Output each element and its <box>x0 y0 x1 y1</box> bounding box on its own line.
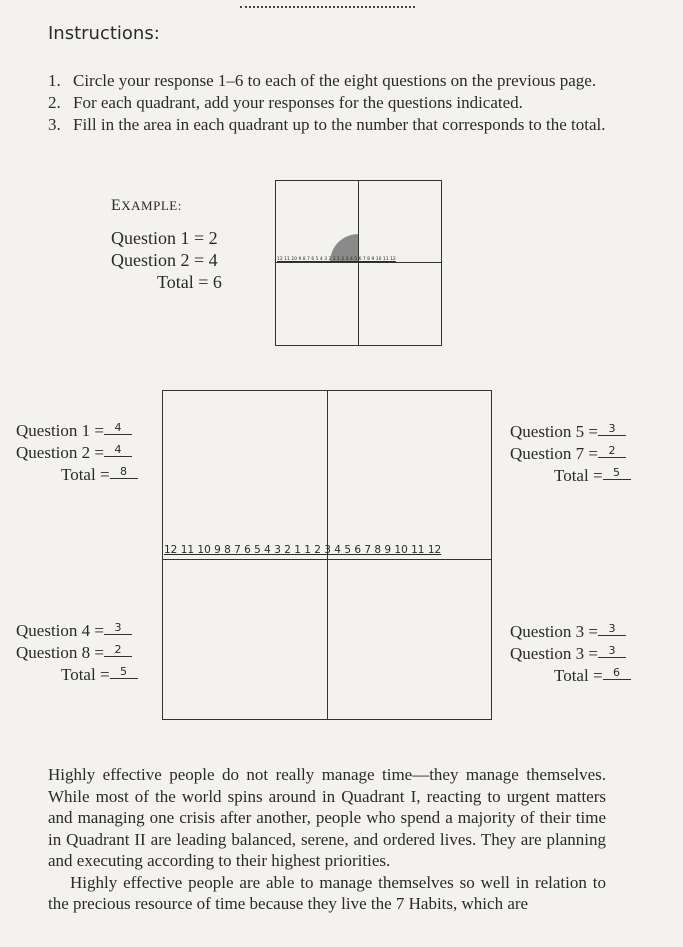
paragraph: Highly effective people do not really manage time—they manage themselves. While most of the world spins around in Quadrant I, reacting to urgent matters and managing one crisis after another, people who spend a majority of their time in Quadrant II are leading balanced, serene, and ordered lives. They are planning and executing according to their highest priorities. <box>48 765 606 870</box>
example-total: Total = 6 <box>157 272 222 292</box>
q4-total: Total = 6 <box>554 665 631 687</box>
body-text <box>48 764 606 915</box>
instructions-heading: Instructions: <box>48 23 160 44</box>
q1-question-2: Question 2 = 4 <box>16 442 132 464</box>
answer-blank: 5 <box>110 666 138 679</box>
paragraph: Highly effective people are able to manage themselves so well in relation to the precious resource of time because they live the 7 Habits, which are <box>48 872 606 913</box>
example-title: EXAMPLE: <box>111 197 182 214</box>
example-vertical-axis <box>358 181 359 345</box>
answer-blank: 5 <box>603 467 631 480</box>
quadrant-grid <box>162 390 492 720</box>
answer-blank: 2 <box>598 445 626 458</box>
example-question-2: Question 2 = 4 <box>111 250 218 270</box>
example-quadrant-grid <box>275 180 442 346</box>
q3-question-4: Question 4 = 3 <box>16 620 132 642</box>
top-dotted-rule <box>240 6 415 8</box>
instruction-step: 3. Fill in the area in each quadrant up to the number that corresponds to the total. <box>48 115 606 134</box>
answer-blank: 8 <box>110 466 138 479</box>
q4-question-3b: Question 3 = 3 <box>510 643 626 665</box>
answer-blank: 4 <box>104 444 132 457</box>
instruction-step: 1. Circle your response 1–6 to each of the eight questions on the previous page. <box>48 71 597 90</box>
instruction-step: 2. For each quadrant, add your responses for the questions indicated. <box>48 93 523 112</box>
answer-blank: 3 <box>598 423 626 436</box>
example-question-1: Question 1 = 2 <box>111 228 218 248</box>
instruction-list <box>48 70 628 136</box>
example-scale: 12 11 10 9 8 7 6 5 4 3 2 1 1 2 3 4 5 6 7 8 9 10 11 12 <box>277 257 396 262</box>
q1-total: Total = 8 <box>61 464 138 486</box>
example-horizontal-axis <box>276 262 441 263</box>
q3-question-8: Question 8 = 2 <box>16 642 132 664</box>
answer-blank: 3 <box>598 623 626 636</box>
q4-question-3: Question 3 = 3 <box>510 621 626 643</box>
answer-blank: 2 <box>104 644 132 657</box>
answer-blank: 4 <box>104 422 132 435</box>
answer-blank: 3 <box>104 622 132 635</box>
q2-question-7: Question 7 = 2 <box>510 443 626 465</box>
horizontal-axis <box>163 559 491 560</box>
answer-blank: 6 <box>603 667 631 680</box>
answer-blank: 3 <box>598 645 626 658</box>
q1-question-1: Question 1 = 4 <box>16 420 132 442</box>
q3-total: Total = 5 <box>61 664 138 686</box>
quadrant-scale: 12 11 10 9 8 7 6 5 4 3 2 1 1 2 3 4 5 6 7 8 9 10 11 12 <box>164 544 442 556</box>
q2-total: Total = 5 <box>554 465 631 487</box>
q2-question-5: Question 5 = 3 <box>510 421 626 443</box>
